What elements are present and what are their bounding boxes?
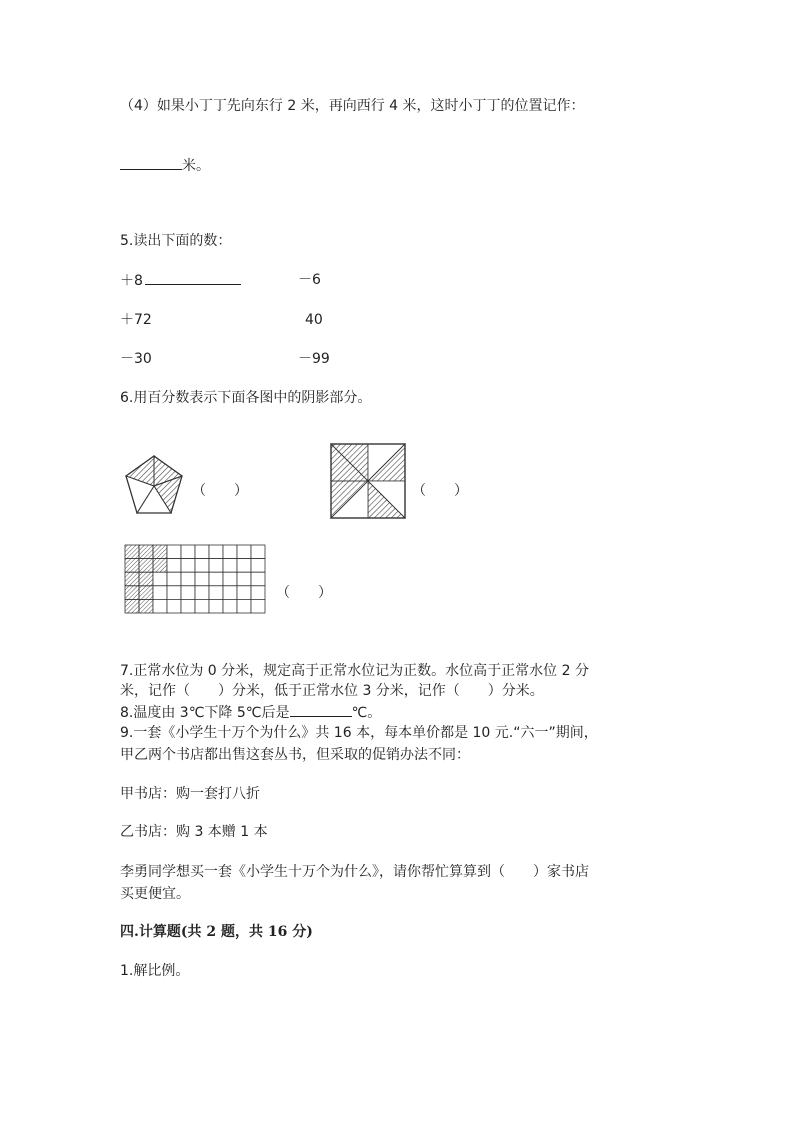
- q8-prefix: 8.温度由 3℃下降 5℃后是: [120, 705, 290, 721]
- q5-number: ＋72: [120, 312, 152, 328]
- answer-paren[interactable]: （ ）: [276, 585, 332, 601]
- q5-title: 5.读出下面的数：: [120, 233, 232, 249]
- grid-cell: [167, 586, 181, 600]
- grid-shaded-cell: [153, 559, 167, 573]
- grid-cell: [181, 572, 195, 586]
- q9-store-a: 甲书店：购一套打八折: [120, 786, 260, 802]
- grid-shaded-cell: [125, 559, 139, 573]
- grid-cell: [223, 572, 237, 586]
- grid-cell: [167, 559, 181, 573]
- q9-question-line2: 买更便宜。: [120, 886, 190, 902]
- grid-cell: [195, 559, 209, 573]
- grid-shaded-cell: [153, 545, 167, 559]
- grid-shaded-cell: [125, 545, 139, 559]
- grid-shaded-cell: [139, 586, 153, 600]
- grid-cell: [195, 586, 209, 600]
- grid-cell: [209, 572, 223, 586]
- grid-shaded-cell: [125, 586, 139, 600]
- q7-line1: 7.正常水位为 0 分米，规定高于正常水位记为正数。水位高于正常水位 2 分: [120, 663, 589, 679]
- grid-cell: [251, 545, 265, 559]
- grid-cell: [251, 599, 265, 613]
- answer-blank[interactable]: [120, 155, 182, 170]
- section4-q1: 1.解比例。: [120, 963, 190, 979]
- grid-cell: [153, 586, 167, 600]
- grid-cell: [251, 572, 265, 586]
- q6-title: 6.用百分数表示下面各图中的阴影部分。: [120, 390, 372, 406]
- grid-cell: [153, 599, 167, 613]
- grid-cell: [181, 559, 195, 573]
- q4-unit: 米。: [182, 158, 210, 174]
- q8-line: [120, 702, 381, 723]
- grid-figure: [124, 544, 266, 614]
- grid-cell: [251, 559, 265, 573]
- grid-cell: [181, 586, 195, 600]
- grid-cell: [195, 599, 209, 613]
- grid-cell: [223, 545, 237, 559]
- grid-shaded-cell: [125, 599, 139, 613]
- grid-cell: [167, 599, 181, 613]
- grid-cell: [167, 545, 181, 559]
- answer-paren[interactable]: （ ）: [412, 483, 468, 499]
- answer-blank[interactable]: [290, 702, 352, 717]
- q5-number: －99: [298, 351, 330, 367]
- grid-cell: [237, 599, 251, 613]
- section-title: 四.计算题(共 2 题，共 16 分): [120, 924, 313, 940]
- q4-text: （4）如果小丁丁先向东行 2 米，再向西行 4 米，这时小丁丁的位置记作：: [120, 98, 585, 114]
- answer-paren[interactable]: （ ）: [192, 483, 248, 499]
- answer-blank[interactable]: [145, 270, 241, 285]
- pentagon-figure: [124, 454, 184, 516]
- grid-cell: [237, 559, 251, 573]
- grid-cell: [195, 545, 209, 559]
- q5-number: 40: [305, 312, 323, 328]
- grid-cell: [223, 599, 237, 613]
- square-figure: [330, 443, 406, 519]
- q8-suffix: ℃。: [351, 705, 382, 721]
- grid-shaded-cell: [125, 572, 139, 586]
- grid-cell: [181, 599, 195, 613]
- q7-line2: 米，记作（ ）分米，低于正常水位 3 分米，记作（ ）分米。: [120, 683, 544, 699]
- q9-line2: 甲乙两个书店都出售这套丛书，但采取的促销办法不同：: [120, 747, 470, 763]
- grid-cell: [209, 599, 223, 613]
- grid-cell: [237, 572, 251, 586]
- q9-store-b: 乙书店：购 3 本赠 1 本: [120, 824, 268, 840]
- q5-number: －6: [298, 272, 321, 288]
- grid-cell: [181, 545, 195, 559]
- grid-cell: [237, 586, 251, 600]
- q4-answer-line: [120, 155, 210, 176]
- grid-cell: [223, 559, 237, 573]
- q5-item: [120, 270, 241, 291]
- grid-cell: [195, 572, 209, 586]
- q9-line1: 9.一套《小学生十万个为什么》共 16 本，每本单价都是 10 元.“六一”期间，: [120, 725, 598, 741]
- grid-cell: [251, 586, 265, 600]
- grid-shaded-cell: [139, 559, 153, 573]
- grid-cell: [209, 545, 223, 559]
- grid-cell: [223, 586, 237, 600]
- grid-cell: [167, 572, 181, 586]
- grid-shaded-cell: [139, 572, 153, 586]
- q5-number: ＋8: [120, 273, 143, 289]
- q9-question-line1: 李勇同学想买一套《小学生十万个为什么》，请你帮忙算算到（ ）家书店: [120, 864, 589, 880]
- q5-number: －30: [120, 351, 152, 367]
- grid-shaded-cell: [139, 599, 153, 613]
- grid-cell: [209, 559, 223, 573]
- grid-cell: [153, 572, 167, 586]
- grid-shaded-cell: [139, 545, 153, 559]
- grid-cell: [209, 586, 223, 600]
- grid-cell: [237, 545, 251, 559]
